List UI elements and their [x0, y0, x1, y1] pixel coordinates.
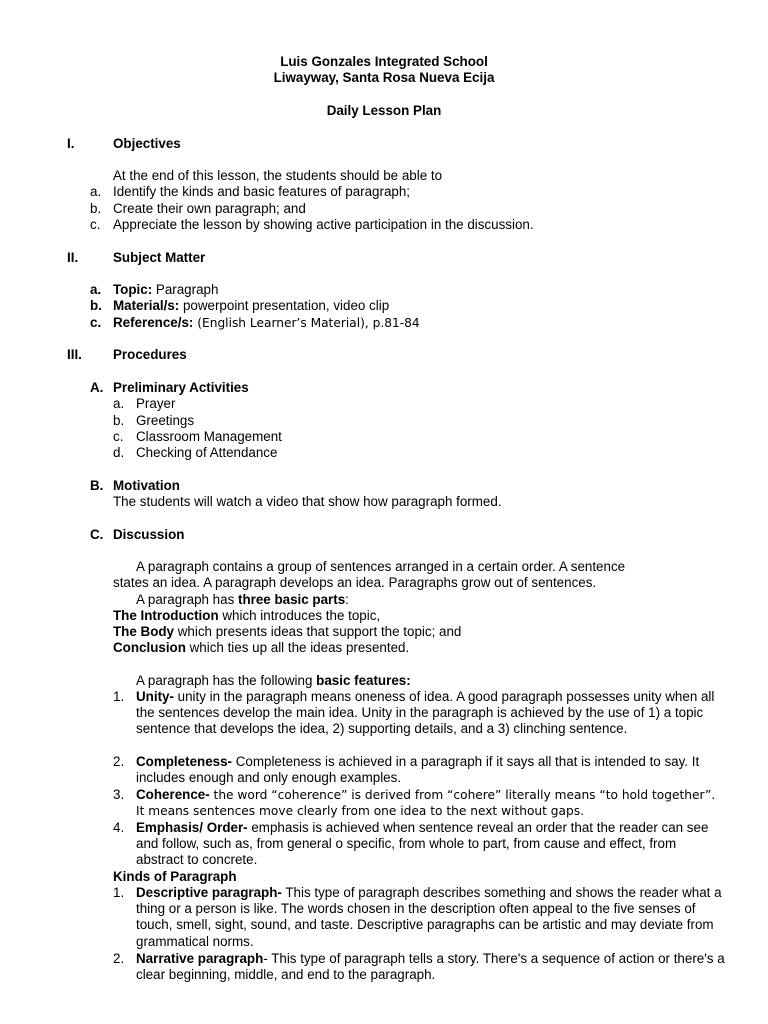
kind-descriptive — [136, 885, 726, 950]
three-parts-intro — [136, 592, 349, 608]
objective-item: Create their own paragraph; and — [113, 201, 306, 216]
features-intro — [136, 673, 411, 689]
part-introduction — [113, 608, 380, 624]
feature-text: the word “coherence” is derived from “cohere” literally means “to hold together”. It means sentences move clearly from one idea to the next without gaps. — [136, 788, 716, 819]
feature-text: unity in the paragraph means oneness of idea. A good paragraph possesses unity when all the sentences develop the main idea. Unity in the paragraph is achieved by the use of 1) a topic sentence that develops the idea, 2) supporting details, and a 3) clinching sentence. — [136, 689, 715, 737]
subject-label: Material/s: — [113, 298, 180, 313]
list-marker: a. — [90, 282, 102, 297]
feature-emphasis — [136, 820, 726, 869]
feature-label: Coherence- — [136, 787, 210, 802]
feature-text: emphasis is achieved when sentence reveal an order that the reader can see and follow, such as, from general o specific, from whole to part, from cause and effect, from abstract to concrete. — [136, 820, 709, 868]
subject-value: Paragraph — [152, 282, 219, 297]
discussion-paragraph-line: A paragraph contains a group of sentences arranged in a certain order. A sentence — [136, 559, 626, 574]
list-marker: d. — [113, 445, 125, 460]
preliminary-item: Greetings — [136, 413, 195, 428]
objectives-heading: Objectives — [113, 136, 181, 151]
part-text: which introduces the topic, — [218, 608, 381, 623]
motivation-heading: Motivation — [113, 478, 180, 493]
part-conclusion — [113, 640, 409, 656]
feature-label: Unity- — [136, 689, 174, 704]
list-marker: 4. — [113, 820, 125, 835]
text-span: : — [345, 592, 349, 607]
preliminary-heading: Preliminary Activities — [113, 380, 249, 395]
list-marker: A. — [90, 380, 104, 395]
preliminary-item: Prayer — [136, 396, 176, 411]
kind-label: Narrative paragraph — [136, 951, 264, 966]
feature-text: Completeness is achieved in a paragraph if it says all that is intended to say. It includes enough and only enough examples. — [136, 754, 700, 786]
objectives-intro: At the end of this lesson, the students should be able to — [113, 168, 443, 183]
list-marker: c. — [113, 429, 124, 444]
feature-coherence — [136, 787, 726, 819]
feature-label: Emphasis/ Order- — [136, 820, 248, 835]
subject-item-reference — [113, 315, 420, 331]
kind-narrative — [136, 951, 726, 983]
kind-text: - This type of paragraph tells a story. There's a sequence of action or there's a clear beginning, middle, and end to the paragraph. — [136, 951, 725, 983]
subject-matter-heading: Subject Matter — [113, 250, 206, 265]
discussion-paragraph-line: states an idea. A paragraph develops an idea. Paragraphs grow out of sentences. — [113, 575, 597, 590]
text-span: A paragraph has the following — [136, 673, 317, 688]
part-body — [113, 624, 461, 640]
document-title: Daily Lesson Plan — [326, 103, 442, 118]
kind-text: This type of paragraph describes something and shows the reader what a thing or a person is like. The words chosen in the description often appeal to the five senses of touch, smell, sight, sound, and taste. Descriptive paragraphs can be artistic and may deviate from grammatical norms. — [136, 885, 722, 949]
subject-item-topic — [113, 282, 218, 298]
list-marker: 1. — [113, 885, 125, 900]
list-marker: 2. — [113, 951, 125, 966]
list-marker: b. — [90, 201, 102, 216]
school-address: Liwayway, Santa Rosa Nueva Ecija — [273, 70, 495, 85]
part-label: The Body — [113, 624, 175, 639]
part-text: which ties up all the ideas presented. — [185, 640, 410, 655]
text-span: A paragraph has — [136, 592, 238, 607]
discussion-heading: Discussion — [113, 527, 185, 542]
list-marker: C. — [90, 527, 104, 542]
preliminary-item: Classroom Management — [136, 429, 282, 444]
section-number-iii: III. — [67, 347, 82, 362]
list-marker: B. — [90, 478, 104, 493]
list-marker: a. — [113, 396, 125, 411]
kinds-heading: Kinds of Paragraph — [113, 869, 237, 884]
list-marker: c. — [90, 217, 101, 232]
text-span-bold: basic features: — [316, 673, 411, 688]
feature-label: Completeness- — [136, 754, 232, 769]
subject-label: Topic: — [113, 282, 153, 297]
subject-value: powerpoint presentation, video clip — [179, 298, 390, 313]
list-marker: 3. — [113, 787, 125, 802]
feature-unity — [136, 689, 726, 738]
objective-item: Identify the kinds and basic features of paragraph; — [113, 184, 411, 199]
subject-value: (English Learner’s Material), p.81-84 — [193, 316, 420, 330]
list-marker: 2. — [113, 754, 125, 769]
list-marker: b. — [113, 413, 125, 428]
part-text: which presents ideas that support the topic; and — [174, 624, 462, 639]
feature-completeness — [136, 754, 726, 786]
part-label: Conclusion — [113, 640, 186, 655]
list-marker: b. — [90, 298, 102, 313]
subject-label: Reference/s: — [113, 315, 194, 330]
section-number-i: I. — [67, 136, 75, 151]
list-marker: c. — [90, 315, 102, 330]
text-span-bold: three basic parts — [238, 592, 346, 607]
list-marker: 1. — [113, 689, 125, 704]
school-name: Luis Gonzales Integrated School — [280, 54, 488, 69]
procedures-heading: Procedures — [113, 347, 187, 362]
subject-item-material — [113, 298, 389, 314]
kind-label: Descriptive paragraph- — [136, 885, 282, 900]
section-number-ii: II. — [67, 250, 79, 265]
preliminary-item: Checking of Attendance — [136, 445, 278, 460]
objective-item: Appreciate the lesson by showing active participation in the discussion. — [113, 217, 534, 232]
motivation-text: The students will watch a video that show how paragraph formed. — [113, 494, 502, 509]
list-marker: a. — [90, 184, 102, 199]
part-label: The Introduction — [113, 608, 219, 623]
